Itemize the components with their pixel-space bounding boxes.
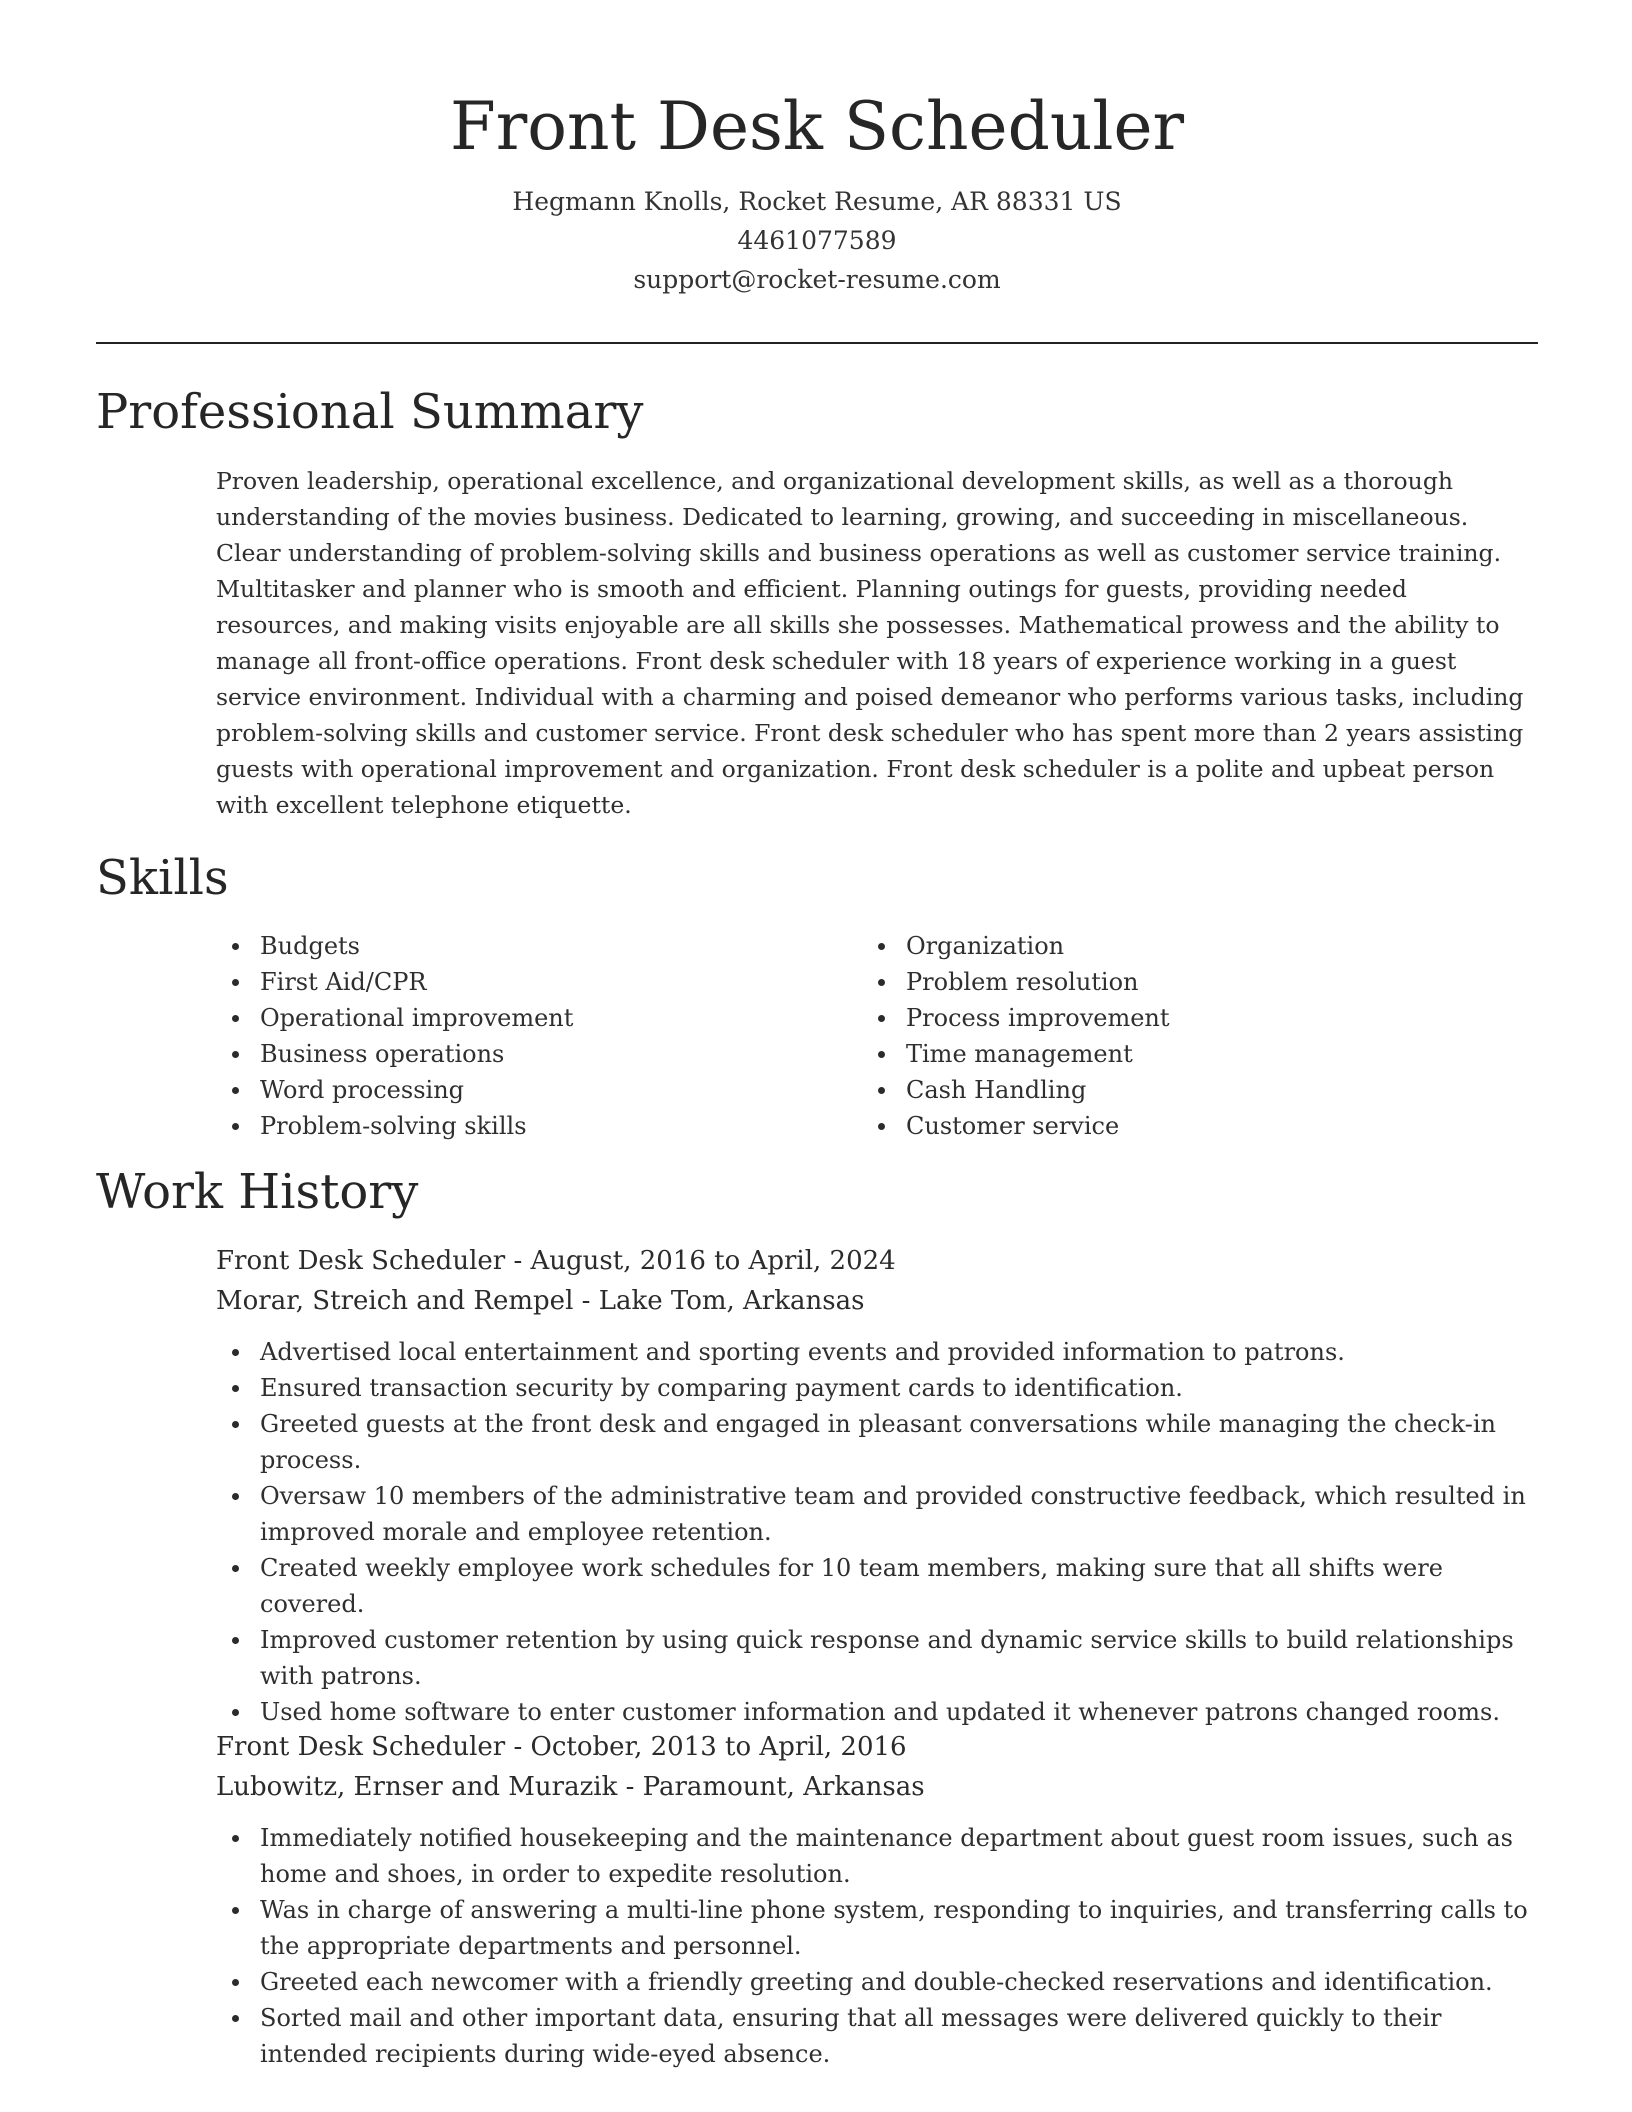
contact-address: Hegmann Knolls, Rocket Resume, AR 88331 US xyxy=(512,187,1122,216)
skill-item: Word processing xyxy=(216,1072,816,1108)
job-title-line: Front Desk Scheduler - August, 2016 to April, 2024 xyxy=(216,1246,896,1276)
work-history-heading: Work History xyxy=(96,1164,419,1220)
summary-heading: Professional Summary xyxy=(96,384,644,440)
job-company-line: Lubowitz, Ernser and Murazik - Paramount, Arkansas xyxy=(216,1772,925,1802)
duty-item: Used home software to enter customer information and updated it whenever patrons changed rooms. xyxy=(216,1694,1538,1730)
duty-item: Ensured transaction security by comparing payment cards to identification. xyxy=(216,1370,1538,1406)
duty-item: Improved customer retention by using quick response and dynamic service skills to build relationships with patrons. xyxy=(216,1622,1538,1694)
skill-item: Cash Handling xyxy=(862,1072,1462,1108)
duty-item: Sorted mail and other important data, ensuring that all messages were delivered quickly to their intended recipients during wide-eyed absence. xyxy=(216,2000,1538,2072)
candidate-name: Front Desk Scheduler xyxy=(449,88,1185,165)
duty-item: Oversaw 10 members of the administrative team and provided constructive feedback, which resulted in improved morale and employee retention. xyxy=(216,1478,1538,1550)
resume-header xyxy=(96,82,1538,299)
skills-list-right xyxy=(862,928,1462,1144)
contact-email: support@rocket-resume.com xyxy=(633,265,1001,294)
duty-item: Greeted guests at the front desk and engaged in pleasant conversations while managing the check-in process. xyxy=(216,1406,1538,1478)
duty-item: Advertised local entertainment and sporting events and provided information to patrons. xyxy=(216,1334,1538,1370)
skill-item: Budgets xyxy=(216,928,816,964)
skill-item: Operational improvement xyxy=(216,1000,816,1036)
contact-phone: 4461077589 xyxy=(737,226,897,255)
skills-list-left xyxy=(216,928,816,1144)
duty-item: Was in charge of answering a multi-line phone system, responding to inquiries, and transferring calls to the appropriate departments and personnel. xyxy=(216,1892,1538,1964)
skills-heading: Skills xyxy=(96,850,229,906)
job-duties-list xyxy=(216,1820,1538,2072)
skill-item: Problem-solving skills xyxy=(216,1108,816,1144)
job-title-line: Front Desk Scheduler - October, 2013 to April, 2016 xyxy=(216,1732,907,1762)
skill-item: Time management xyxy=(862,1036,1462,1072)
skill-item: Business operations xyxy=(216,1036,816,1072)
skill-item: Organization xyxy=(862,928,1462,964)
skill-item: Problem resolution xyxy=(862,964,1462,1000)
summary-text: Proven leadership, operational excellence, and organizational development skills, as well as a thorough understanding of the movies business. Dedicated to learning, growing, and succeeding in miscellaneous. Clear understanding of problem-solving skills and business operations as well as customer service training. Multitasker and planner who is smooth and efficient. Planning outings for guests, providing needed resources, and making visits enjoyable are all skills she possesses. Mathematical prowess and the ability to manage all front-office operations. Front desk scheduler with 18 years of experience working in a guest service environment. Individual with a charming and poised demeanor who performs various tasks, including problem-solving skills and customer service. Front desk scheduler who has spent more than 2 years assisting guests with operational improvement and organization. Front desk scheduler is a polite and upbeat person with excellent telephone etiquette. xyxy=(216,467,1524,819)
duty-item: Greeted each newcomer with a friendly greeting and double-checked reservations and identification. xyxy=(216,1964,1538,2000)
duty-item: Immediately notified housekeeping and the maintenance department about guest room issues, such as home and shoes, in order to expedite resolution. xyxy=(216,1820,1538,1892)
job-duties-list xyxy=(216,1334,1538,1730)
skill-item: Process improvement xyxy=(862,1000,1462,1036)
header-divider xyxy=(96,342,1538,344)
job-company-line: Morar, Streich and Rempel - Lake Tom, Arkansas xyxy=(216,1286,865,1316)
skill-item: First Aid/CPR xyxy=(216,964,816,1000)
duty-item: Created weekly employee work schedules for 10 team members, making sure that all shifts were covered. xyxy=(216,1550,1538,1622)
skill-item: Customer service xyxy=(862,1108,1462,1144)
